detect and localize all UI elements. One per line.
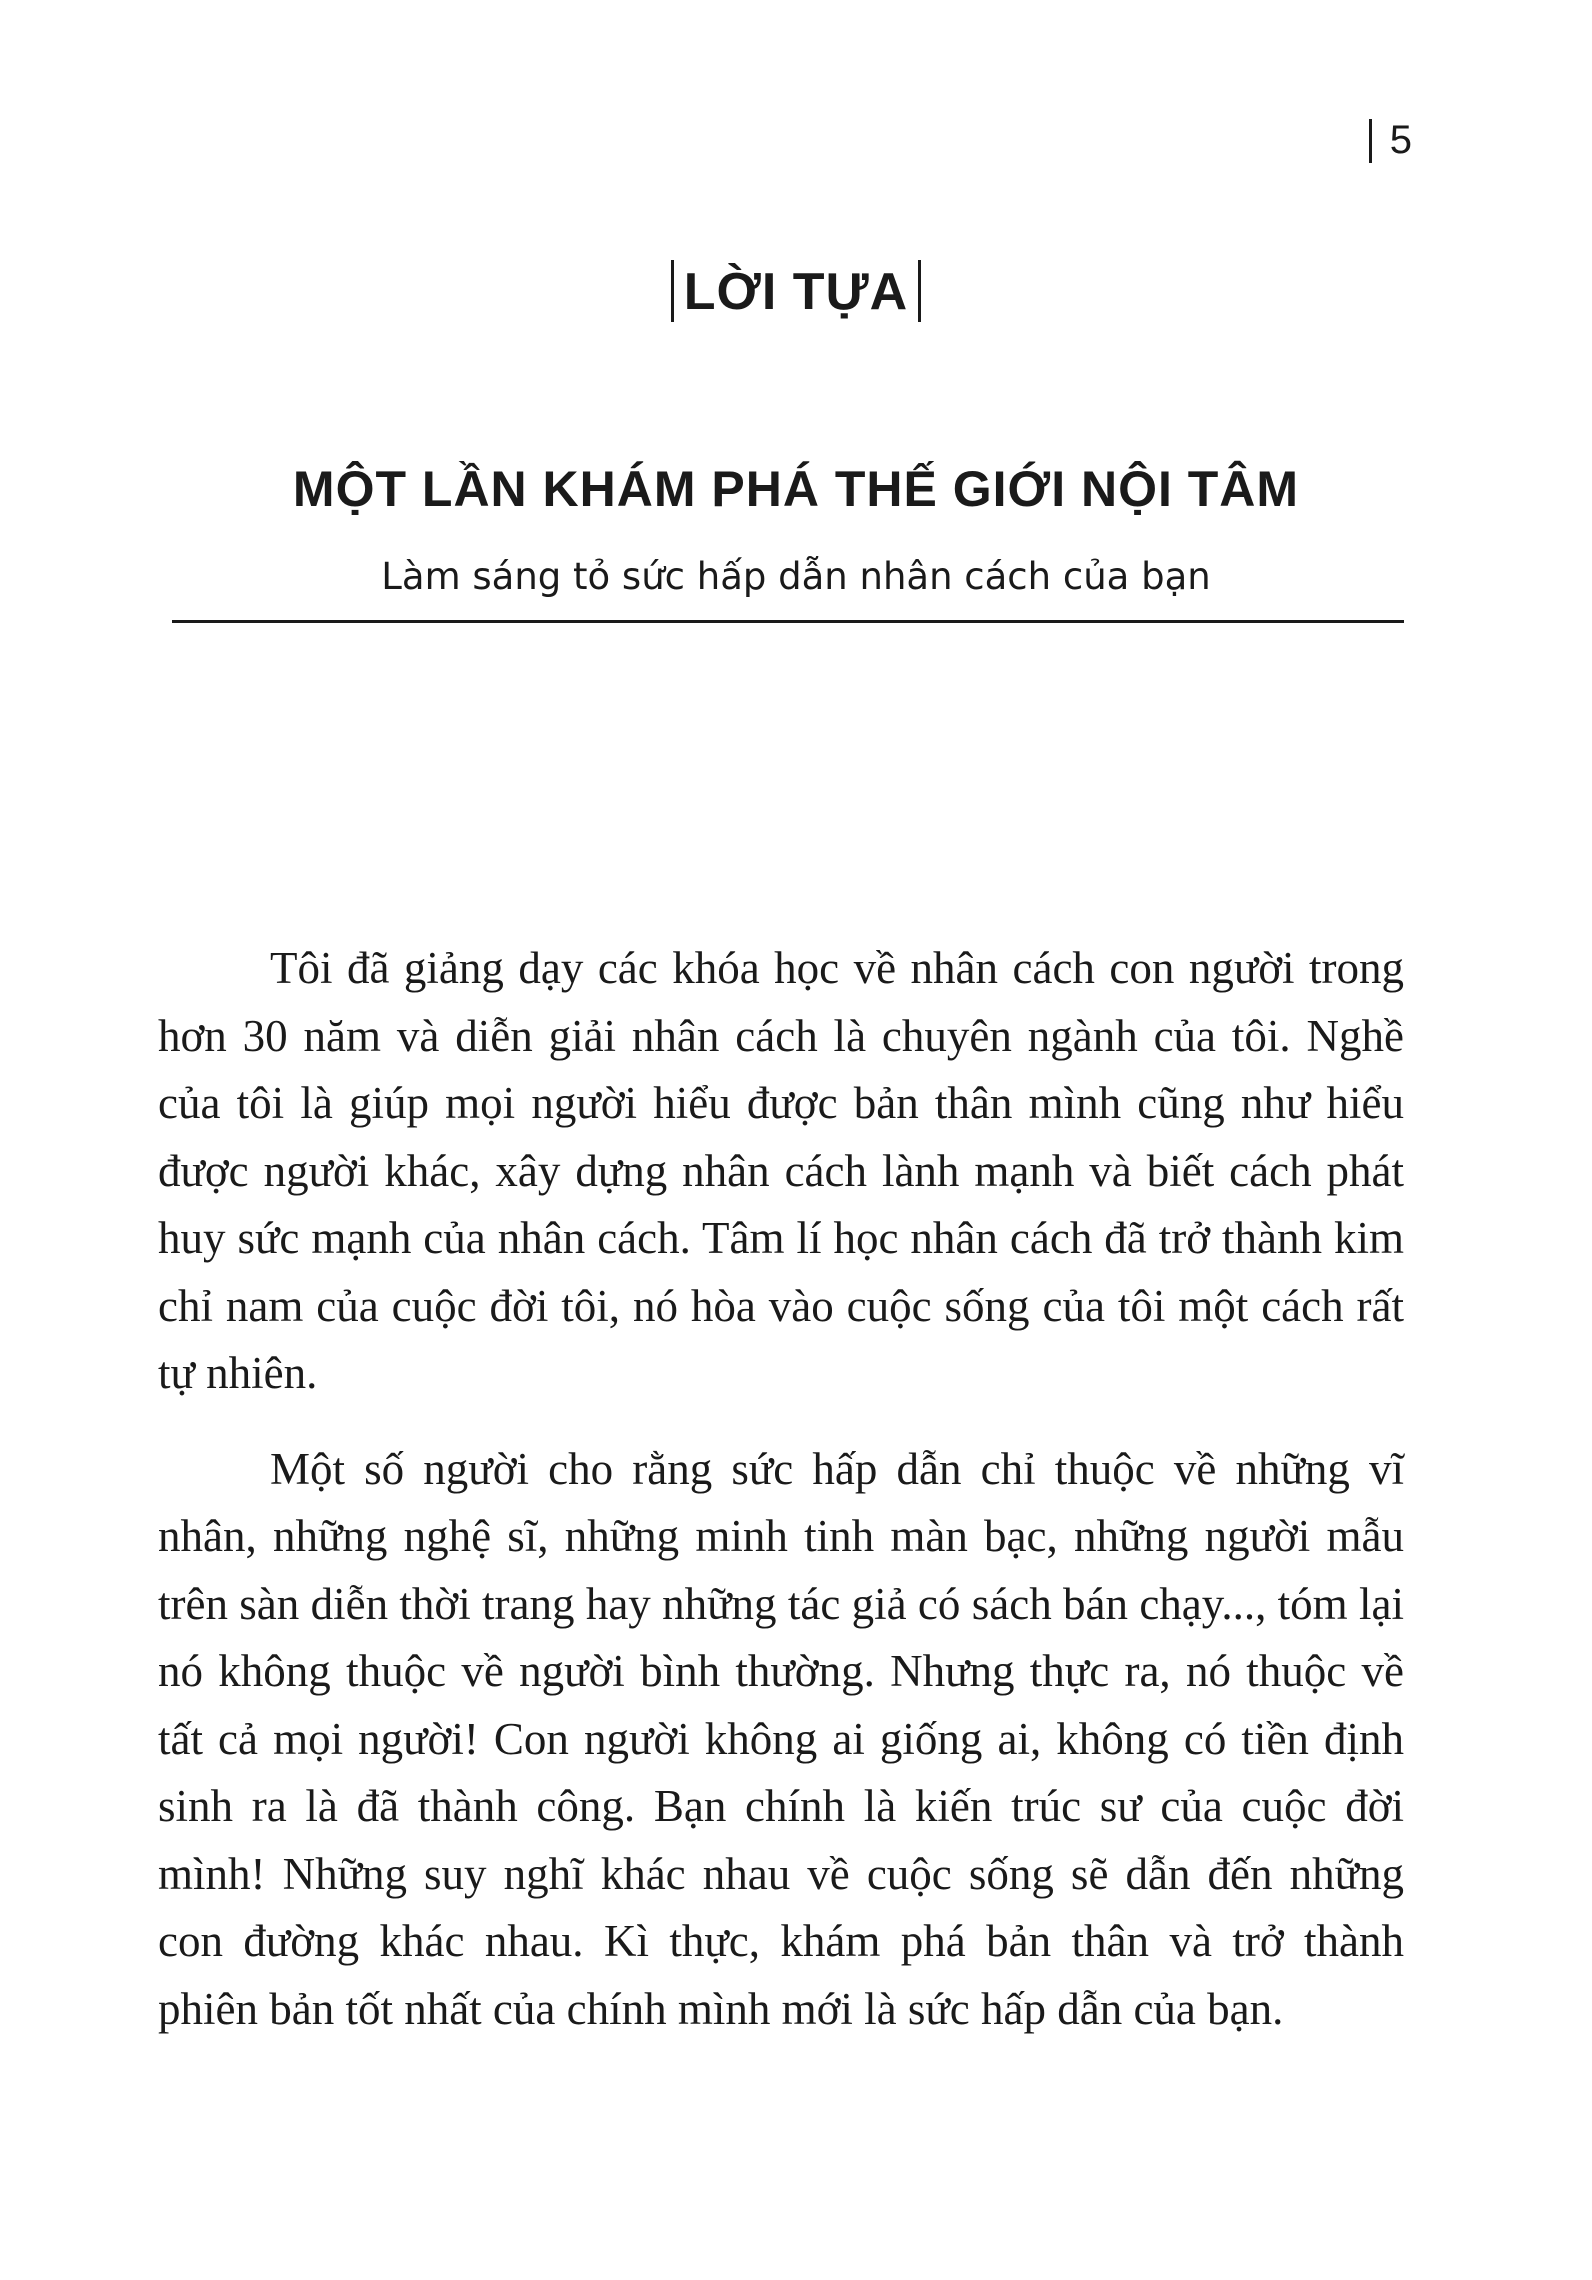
body-text	[158, 935, 1404, 2071]
paragraph: Tôi đã giảng dạy các khóa học về nhân cách con người trong hơn 30 năm và diễn giải nhân cách là chuyên ngành của tôi. Nghề của tôi là giúp mọi người hiểu được bản thân mình cũng như hiểu được người khác, xây dựng nhân cách lành mạnh và biết cách phát huy sức mạnh của nhân cách. Tâm lí học nhân cách đã trở thành kim chỉ nam của cuộc đời tôi, nó hòa vào cuộc sống của tôi một cách rất tự nhiên.	[158, 943, 1404, 1398]
chapter-subtitle: Làm sáng tỏ sức hấp dẫn nhân cách của bạn	[381, 555, 1211, 598]
section-label-left-bar	[671, 260, 674, 322]
section-label-text: LỜI TỰA	[683, 263, 909, 321]
page-number	[1369, 118, 1412, 163]
page-number-value: 5	[1389, 118, 1412, 162]
chapter-title: MỘT LẦN KHÁM PHÁ THẾ GIỚI NỘI TÂM	[292, 461, 1300, 517]
title-underline-rule	[172, 620, 1404, 623]
paragraph: Một số người cho rằng sức hấp dẫn chỉ thuộc về những vĩ nhân, những nghệ sĩ, những minh tinh màn bạc, những người mẫu trên sàn diễn thời trang hay những tác giả có sách bán chạy..., tóm lại nó không thuộc về người bình thường. Nhưng thực ra, nó thuộc về tất cả mọi người! Con người không ai giống ai, không có tiền định sinh ra là đã thành công. Bạn chính là kiến trúc sư của cuộc đời mình! Những suy nghĩ khác nhau về cuộc sống sẽ dẫn đến những con đường khác nhau. Kì thực, khám phá bản thân và trở thành phiên bản tốt nhất của chính mình mới là sức hấp dẫn của bạn.	[158, 1443, 1404, 2034]
section-label-right-bar	[918, 260, 921, 322]
page-number-divider	[1369, 119, 1372, 163]
section-label	[0, 262, 1592, 326]
